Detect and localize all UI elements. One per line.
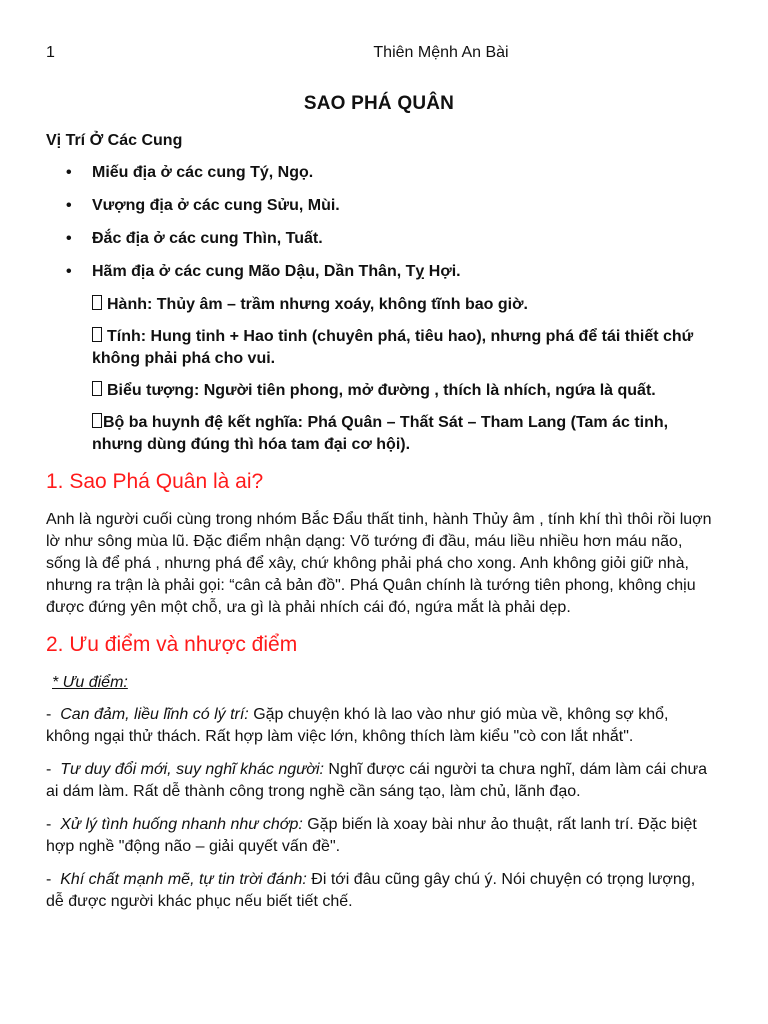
missing-glyph-icon: [92, 381, 102, 396]
running-header: Thiên Mệnh An Bài: [373, 44, 509, 61]
missing-glyph-icon: [92, 295, 102, 310]
document-body: [46, 130, 714, 924]
advantage-lead: Khí chất mạnh mẽ, tự tin trời đánh:: [60, 871, 307, 888]
list-item: • Miếu địa ở các cung Tý, Ngọ.: [46, 162, 714, 184]
list-item: • Vượng địa ở các cung Sửu, Mùi.: [46, 195, 714, 217]
advantage-item: - Tư duy đổi mới, suy nghĩ khác người: Nghĩ được cái người ta chưa nghĩ, dám làm cái chưa ai dám làm. Rất dễ thành công trong nghề cần sáng tạo, làm chủ, lãnh đạo.: [46, 761, 708, 800]
attribute-text: Biểu tượng: Người tiên phong, mở đường , thích là nhích, ngứa là quất.: [107, 382, 656, 399]
advantage-lead: Tư duy đổi mới, suy nghĩ khác người:: [60, 761, 324, 778]
attribute-element: [46, 294, 714, 316]
attribute-symbol: [46, 380, 714, 402]
advantage-text: Nghĩ được cái người ta chưa nghĩ, dám làm cái chưa ai dám làm. Rất dễ thành công trong nghề cần sáng tạo, làm chủ, lãnh đạo.: [46, 761, 708, 800]
missing-glyph-icon: [92, 413, 102, 428]
attribute-trio: [46, 412, 714, 456]
page-number: 1: [46, 44, 55, 61]
advantage-lead: Xử lý tình huống nhanh như chớp:: [60, 816, 303, 833]
missing-glyph-icon: [92, 327, 102, 342]
section-heading: 2. Ưu điểm và nhược điểm: [46, 633, 298, 656]
advantage-lead: Can đảm, liều lĩnh có lý trí:: [60, 706, 249, 723]
advantage-item: - Can đảm, liều lĩnh có lý trí: Gặp chuyện khó là lao vào như gió mùa về, không sợ khổ, không ngại thử thách. Rất hợp làm việc lớn, không thích làm kiểu "cò con lắt nhắt".: [46, 706, 669, 745]
attribute-text: Bộ ba huynh đệ kết nghĩa: Phá Quân – Thất Sát – Tham Lang (Tam ác tinh, nhưng dùng đúng thì hóa tam đại cơ hội).: [92, 414, 669, 453]
advantage-item: - Khí chất mạnh mẽ, tự tin trời đánh: Đi tới đâu cũng gây chú ý. Nói chuyện có trọng lượng, dễ được người khác phục nếu biết tiết chế.: [46, 871, 696, 910]
advantage-text: Gặp chuyện khó là lao vào như gió mùa về, không sợ khổ, không ngại thử thách. Rất hợp làm việc lớn, không thích làm kiểu "cò con lắt nhắt".: [46, 706, 669, 745]
positions-heading: Vị Trí Ở Các Cung: [46, 132, 183, 149]
section-heading: 1. Sao Phá Quân là ai?: [46, 470, 264, 493]
document-title: SAO PHÁ QUÂN: [303, 93, 455, 114]
advantage-text: Gặp biến là xoay bài như ảo thuật, rất lanh trí. Đặc biệt hợp nghề "động não – giải quyết vấn đề".: [46, 816, 697, 855]
positions-list: [46, 162, 714, 283]
section-paragraph: Anh là người cuối cùng trong nhóm Bắc Đẩu thất tinh, hành Thủy âm , tính khí thì thôi rồi luợn lờ như sông mùa lũ. Đặc điểm nhận dạng: Võ tướng đi đầu, máu liều nhiều hơn máu não, sống là để phá , nhưng phá để xây, chứ không phải phá cho xong. Anh không giỏi giữ nhà, nhưng ra trận là phải gọi: “cân cả bản đồ". Phá Quân chính là tướng tiên phong, không chịu được đứng yên một chỗ, ưa gì là phải nhích cái đó, ngứa mắt là phải dẹp.: [46, 511, 712, 616]
list-item: • Hãm địa ở các cung Mão Dậu, Dần Thân, Tỵ Hợi.: [46, 261, 714, 283]
advantages-label: * Ưu điểm:: [52, 674, 128, 691]
attribute-nature: [46, 326, 714, 370]
attribute-text: Tính: Hung tinh + Hao tinh (chuyên phá, tiêu hao), nhưng phá để tái thiết chứ không phải phá cho vui.: [92, 328, 694, 367]
advantage-item: - Xử lý tình huống nhanh như chớp: Gặp biến là xoay bài như ảo thuật, rất lanh trí. Đặc biệt hợp nghề "động não – giải quyết vấn đề".: [46, 816, 697, 855]
advantage-text: Đi tới đâu cũng gây chú ý. Nói chuyện có trọng lượng, dễ được người khác phục nếu biết tiết chế.: [46, 871, 696, 910]
attribute-text: Hành: Thủy âm – trầm nhưng xoáy, không tĩnh bao giờ.: [107, 296, 528, 313]
list-item: • Đắc địa ở các cung Thìn, Tuất.: [46, 228, 714, 250]
